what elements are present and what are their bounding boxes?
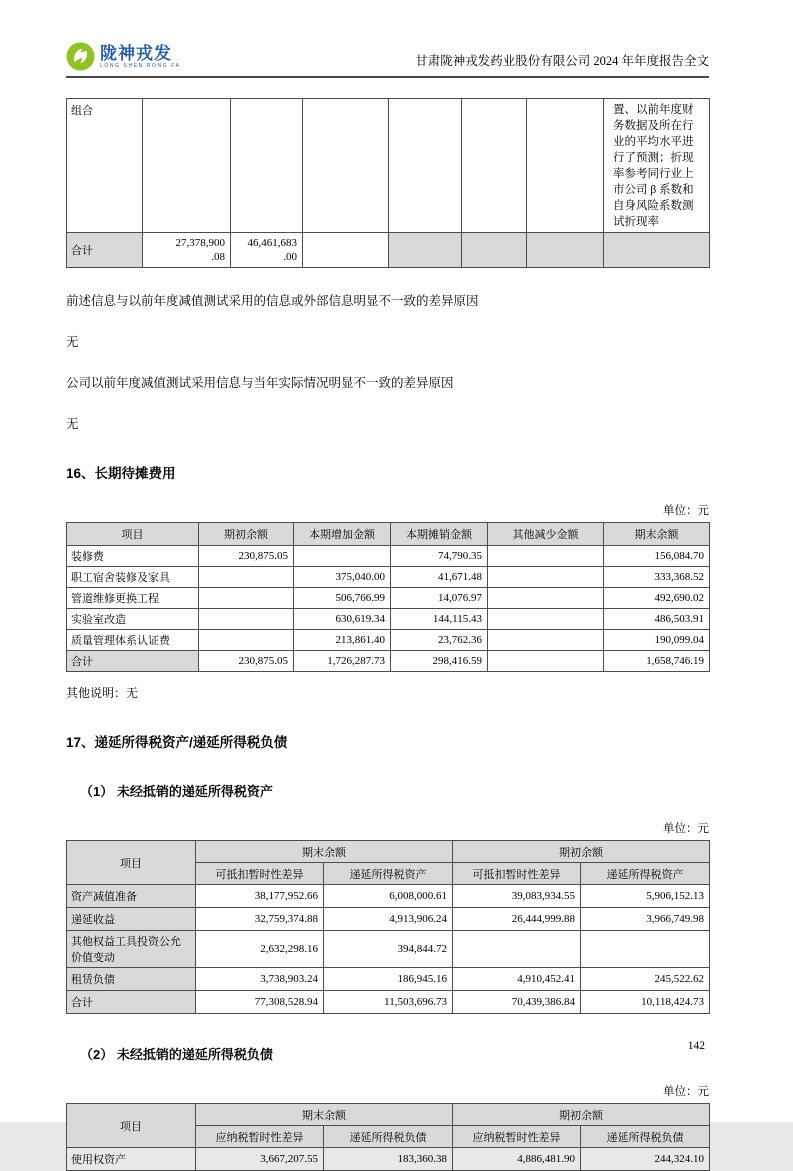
section-16-heading: 16、长期待摊费用: [66, 466, 176, 481]
amount-cell: 213,861.40: [294, 630, 391, 651]
amount-cell: 183,360.38: [324, 1148, 453, 1171]
company-logo: [66, 42, 181, 71]
amount-cell: 156,084.70: [604, 546, 710, 567]
row-label: 职工宿舍装修及家具: [67, 567, 199, 588]
table-row: [67, 630, 710, 651]
column-header: 递延所得税资产: [324, 863, 453, 885]
amount-cell: [488, 609, 604, 630]
amount-cell: 38,177,952.66: [196, 885, 324, 908]
difference-reason-question-2: 公司以前年度减值测试采用信息与当年实际情况明显不一致的差异原因: [66, 376, 454, 390]
column-header: 可抵扣暂时性差异: [453, 863, 581, 885]
table-cell: [389, 99, 462, 233]
amount-cell: 5,906,152.13: [581, 885, 710, 908]
column-header: 本期摊销金额: [391, 523, 488, 546]
amount-line: .08: [211, 251, 225, 263]
amount-cell: 23,762.36: [391, 630, 488, 651]
amount-cell: 32,759,374.88: [196, 908, 324, 931]
amount-cell: [488, 630, 604, 651]
amount-cell: [488, 588, 604, 609]
amount-cell: 298,416.59: [391, 651, 488, 672]
amount-cell: [199, 630, 294, 651]
amount-cell: 230,875.05: [199, 651, 294, 672]
amount-cell: [294, 546, 391, 567]
difference-reason-answer-1: 无: [66, 335, 79, 349]
table-cell: [527, 99, 604, 233]
amount-cell: 14,076.97: [391, 588, 488, 609]
row-label: 资产减值准备: [67, 885, 196, 908]
amount-cell: 10,118,424.73: [581, 991, 710, 1014]
table-cell: [527, 233, 604, 268]
row-label: 递延收益: [67, 908, 196, 931]
table-row: [67, 609, 710, 630]
table-cell: [462, 99, 527, 233]
row-label: 租赁负债: [67, 968, 196, 991]
amount-cell: [199, 567, 294, 588]
column-header: 本期增加金额: [294, 523, 391, 546]
table-row: [67, 1148, 710, 1171]
amount-cell: 77,308,528.94: [196, 991, 324, 1014]
table-row: [67, 908, 710, 931]
amount-cell: [231, 233, 303, 268]
amount-cell: 630,619.34: [294, 609, 391, 630]
amount-cell: 486,503.91: [604, 609, 710, 630]
row-label: 使用权资产: [67, 1148, 196, 1171]
valuation-table: [66, 98, 710, 268]
table-row: [67, 546, 710, 567]
amount-cell: 74,790.35: [391, 546, 488, 567]
column-group-header: 期末余额: [196, 1104, 453, 1126]
column-group-header: 期初余额: [453, 1104, 710, 1126]
table-row: [67, 567, 710, 588]
table-row: [67, 931, 710, 968]
column-header: 项目: [67, 523, 199, 546]
table-row: [67, 885, 710, 908]
row-label: 质量管理体系认证费: [67, 630, 199, 651]
amount-line: 46,461,683: [247, 237, 297, 249]
table-row-total: [67, 233, 710, 268]
long-term-deferred-expenses-table: [66, 522, 710, 672]
row-label: 组合: [67, 99, 143, 233]
column-group-header: 期初余额: [453, 841, 710, 863]
document-title: 甘肃陇神戎发药业股份有限公司 2024 年年度报告全文: [415, 54, 709, 68]
column-header: 应纳税暂时性差异: [453, 1126, 581, 1148]
column-header: 递延所得税资产: [581, 863, 710, 885]
table-header-row: [67, 841, 710, 863]
column-header: 可抵扣暂时性差异: [196, 863, 324, 885]
amount-cell: 1,726,287.73: [294, 651, 391, 672]
amount-cell: [488, 651, 604, 672]
row-label: 合计: [67, 651, 199, 672]
unit-label: 单位：元: [663, 1086, 709, 1098]
table-row: [67, 968, 710, 991]
section-17-2-heading: （2） 未经抵销的递延所得税负债: [80, 1047, 273, 1062]
page-header: [66, 0, 709, 78]
amount-cell: 41,671.48: [391, 567, 488, 588]
amount-cell: 3,738,903.24: [196, 968, 324, 991]
difference-reason-question-1: 前述信息与以前年度减值测试采用的信息或外部信息明显不一致的差异原因: [66, 294, 479, 308]
column-header: 项目: [67, 1104, 196, 1148]
unit-label: 单位：元: [663, 823, 709, 835]
amount-cell: [199, 609, 294, 630]
amount-cell: 6,008,000.61: [324, 885, 453, 908]
deferred-tax-assets-table: [66, 840, 710, 1014]
amount-cell: 394,844.72: [324, 931, 453, 968]
table-cell: [462, 233, 527, 268]
amount-cell: 492,690.02: [604, 588, 710, 609]
amount-cell: 2,632,298.16: [196, 931, 324, 968]
column-header: 其他减少金额: [488, 523, 604, 546]
difference-reason-answer-2: 无: [66, 417, 79, 431]
amount-cell: [488, 567, 604, 588]
table-cell: [231, 99, 303, 233]
column-header: 期初余额: [199, 523, 294, 546]
row-label: 装修费: [67, 546, 199, 567]
table-cell: [389, 233, 462, 268]
row-label: 合计: [67, 233, 143, 268]
logo-text-cn: 陇神戎发: [100, 43, 172, 63]
valuation-note-cell: 置、以前年度财务数据及所在行业的平均水平进行了预测；折现率参考同行业上市公司 β 系数和自身风险系数测试折现率: [604, 99, 710, 233]
amount-cell: [488, 546, 604, 567]
amount-cell: 186,945.16: [324, 968, 453, 991]
amount-cell: 506,766.99: [294, 588, 391, 609]
row-label: 合计: [67, 991, 196, 1014]
amount-cell: 4,886,481.90: [453, 1148, 581, 1171]
row-label: 其他权益工具投资公允价值变动: [67, 931, 196, 968]
amount-cell: 245,522.62: [581, 968, 710, 991]
amount-cell: 11,503,696.73: [324, 991, 453, 1014]
amount-cell: 333,368.52: [604, 567, 710, 588]
amount-cell: [581, 931, 710, 968]
amount-cell: 4,913,906.24: [324, 908, 453, 931]
table-header-row: [67, 523, 710, 546]
amount-cell: 375,040.00: [294, 567, 391, 588]
section-17-heading: 17、递延所得税资产/递延所得税负债: [66, 735, 288, 750]
table-cell: [604, 233, 710, 268]
table-row-total: [67, 991, 710, 1014]
column-header: 项目: [67, 841, 196, 885]
unit-label: 单位：元: [663, 505, 709, 517]
page-number: 142: [687, 1040, 705, 1052]
amount-cell: 3,966,749.98: [581, 908, 710, 931]
column-header: 递延所得税负债: [324, 1126, 453, 1148]
logo-icon: [66, 42, 95, 71]
amount-cell: 244,324.10: [581, 1148, 710, 1171]
table-header-row: [67, 1104, 710, 1126]
row-label: 实验室改造: [67, 609, 199, 630]
amount-line: 27,378,900: [175, 237, 225, 249]
section-17-1-heading: （1） 未经抵销的递延所得税资产: [80, 784, 273, 799]
column-header: 应纳税暂时性差异: [196, 1126, 324, 1148]
column-header: 递延所得税负债: [581, 1126, 710, 1148]
amount-cell: 1,658,746.19: [604, 651, 710, 672]
amount-cell: 70,439,386.84: [453, 991, 581, 1014]
amount-cell: 26,444,999.88: [453, 908, 581, 931]
amount-cell: [199, 588, 294, 609]
table-row: [67, 99, 710, 233]
deferred-tax-liabilities-table: [66, 1103, 710, 1171]
amount-cell: 190,099.04: [604, 630, 710, 651]
table-cell: [303, 233, 389, 268]
amount-cell: [453, 931, 581, 968]
column-header: 期末余额: [604, 523, 710, 546]
amount-cell: 230,875.05: [199, 546, 294, 567]
table-row: [67, 588, 710, 609]
logo-text-en: LONG SHEN RONG FA: [100, 62, 181, 69]
amount-cell: [143, 233, 231, 268]
column-group-header: 期末余额: [196, 841, 453, 863]
table-cell: [143, 99, 231, 233]
amount-cell: 39,083,934.55: [453, 885, 581, 908]
row-label: 管道维修更换工程: [67, 588, 199, 609]
amount-cell: 144,115.43: [391, 609, 488, 630]
amount-line: .00: [283, 251, 297, 263]
amount-cell: 3,667,207.55: [196, 1148, 324, 1171]
amount-cell: 4,910,452.41: [453, 968, 581, 991]
table-cell: [303, 99, 389, 233]
other-note: 其他说明：无: [66, 686, 139, 700]
table-row-total: [67, 651, 710, 672]
